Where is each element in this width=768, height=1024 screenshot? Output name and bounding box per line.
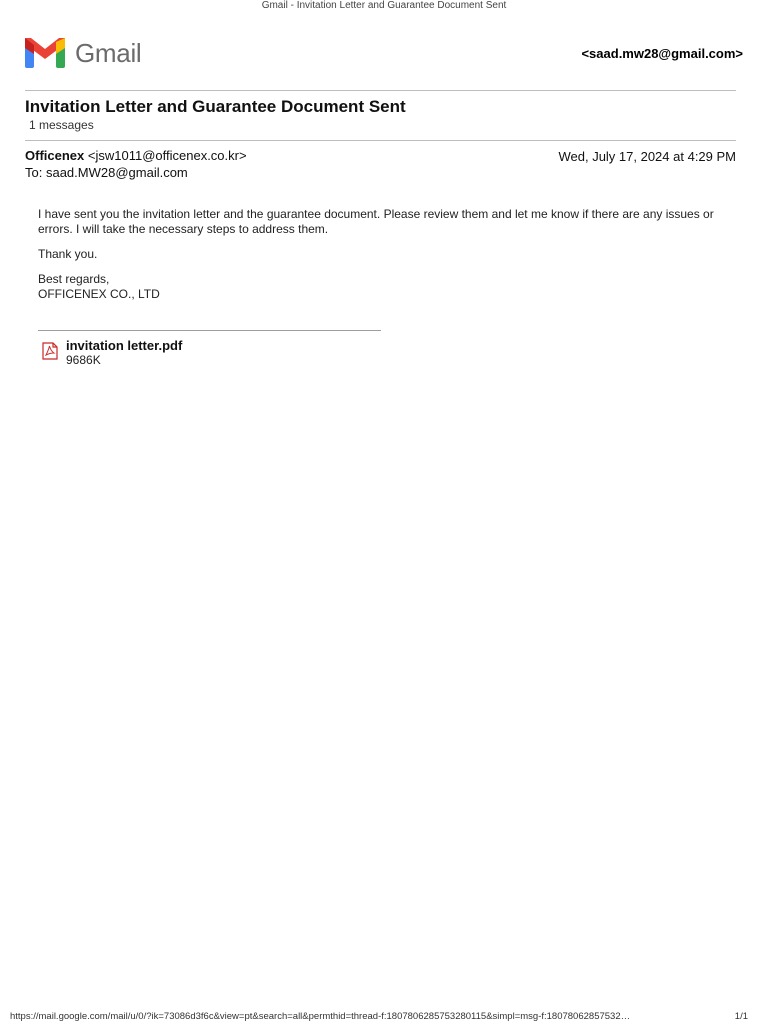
body-thanks: Thank you. [38, 247, 98, 261]
header-divider [25, 90, 736, 91]
body-paragraph: I have sent you the invitation letter and the guarantee document. Please review them and let me know if there are any issues or errors. I will take the necessary steps to address them. [38, 207, 714, 236]
attachment-item[interactable] [42, 338, 182, 367]
sender-name: Officenex [25, 148, 85, 163]
body-company: OFFICENEX CO., LTD [38, 287, 160, 301]
subject-divider [25, 140, 736, 141]
to-label: To: [25, 165, 43, 180]
pdf-file-icon [42, 342, 58, 360]
message-count: 1 messages [29, 118, 94, 132]
sender-line [25, 148, 247, 163]
body-closing: Best regards, [38, 272, 110, 286]
print-footer-url: https://mail.google.com/mail/u/0/?ik=73086d3f6c&view=pt&search=all&permthid=thread-f:1807806285753280115&simpl=msg-f:18078062857532… [10, 1011, 631, 1022]
attachment-divider [38, 330, 381, 331]
thread-subject: Invitation Letter and Guarantee Document Sent [25, 97, 406, 116]
attachment-name[interactable]: invitation letter.pdf [66, 338, 183, 353]
gmail-wordmark: Gmail [75, 38, 142, 68]
attachment-size: 9686K [66, 353, 101, 367]
recipient-address[interactable]: saad.MW28@gmail.com [45, 165, 188, 180]
recipient-line [25, 165, 188, 180]
gmail-m-icon [25, 38, 65, 68]
gmail-brand[interactable] [25, 38, 141, 68]
page-number: 1/1 [734, 1011, 748, 1022]
print-header-title: Gmail - Invitation Letter and Guarantee Document Sent [261, 0, 507, 11]
message-body [38, 207, 738, 302]
message-date: Wed, July 17, 2024 at 4:29 PM [558, 149, 736, 164]
sender-email[interactable]: <jsw1011@officenex.co.kr> [87, 148, 247, 163]
account-email: <saad.mw28@gmail.com> [581, 46, 743, 61]
